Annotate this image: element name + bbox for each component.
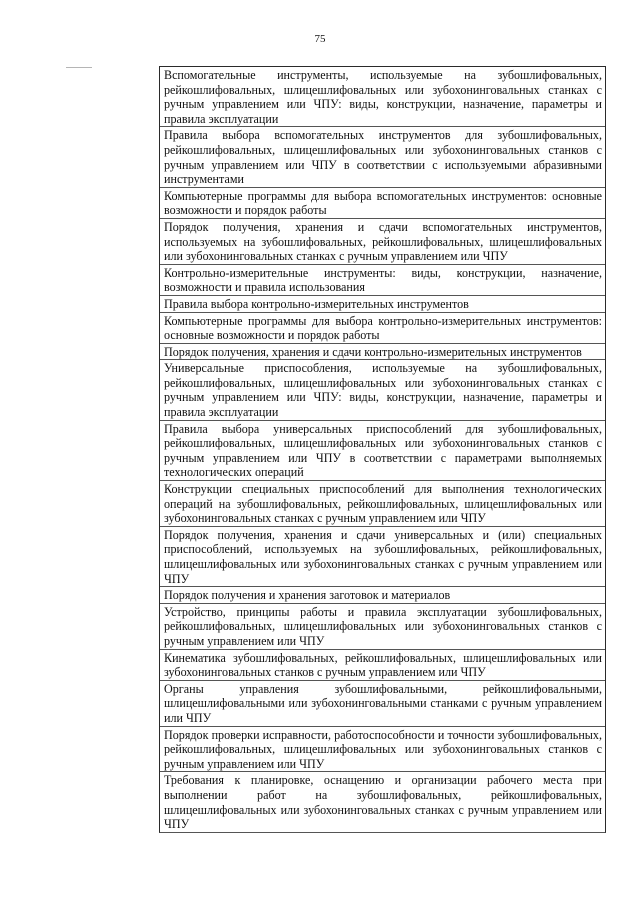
table-row: Правила выбора универсальных приспособлений для зубошлифовальных, рейкошлифовальных, шлицешлифовальных или зубохонинговальных станков с ручным управлением или ЧПУ в соответствии с параметрами выполняемых технологических операций [160,420,605,480]
table-row: Порядок получения, хранения и сдачи вспомогательных инструментов, используемых на зубошлифовальных, рейкошлифовальных, шлицешлифовальных или зубохонинговальных станках с ручным управлением или ЧПУ [160,218,605,264]
knowledge-requirements-table [159,66,606,833]
page-number: 75 [314,33,326,45]
table-row: Устройство, принципы работы и правила эксплуатации зубошлифовальных, рейкошлифовальных, шлицешлифовальных или зубохонинговальных станков с ручным управлением или ЧПУ [160,603,605,649]
table-row: Вспомогательные инструменты, используемые на зубошлифовальных, рейкошлифовальных, шлицешлифовальных или зубохонинговальных станках с ручным управлением или ЧПУ: виды, конструкции, назначение, параметры и правила эксплуатации [160,66,605,126]
table-row: Компьютерные программы для выбора вспомогательных инструментов: основные возможности и порядок работы [160,187,605,218]
table-row: Конструкции специальных приспособлений для выполнения технологических операций на зубошлифовальных, рейкошлифовальных, шлицешлифовальных или зубохонинговальных станках с ручным управлением или ЧПУ [160,480,605,526]
table-row: Кинематика зубошлифовальных, рейкошлифовальных, шлицешлифовальных или зубохонинговальных станков с ручным управлением или ЧПУ [160,649,605,680]
table-row: Правила выбора контрольно-измерительных инструментов [160,295,605,312]
table-row: Порядок получения и хранения заготовок и материалов [160,586,605,603]
left-column-rule [66,67,92,68]
table-row: Компьютерные программы для выбора контрольно-измерительных инструментов: основные возможности и порядок работы [160,312,605,343]
table-row: Органы управления зубошлифовальными, рейкошлифовальными, шлицешлифовальными или зубохонинговальными станками с ручным управлением или ЧПУ [160,680,605,726]
table-row: Порядок проверки исправности, работоспособности и точности зубошлифовальных, рейкошлифовальных, шлицешлифовальных или зубохонинговальных станков с ручным управлением или ЧПУ [160,726,605,772]
table-row: Порядок получения, хранения и сдачи универсальных и (или) специальных приспособлений, используемых на зубошлифовальных, рейкошлифовальных, шлицешлифовальных или зубохонинговальных станках с ручным управлением или ЧПУ [160,526,605,586]
table-row: Универсальные приспособления, используемые на зубошлифовальных, рейкошлифовальных, шлицешлифовальных или зубохонинговальных станках с ручным управлением или ЧПУ: виды, конструкции, назначение, параметры и правила эксплуатации [160,359,605,419]
table-row: Контрольно-измерительные инструменты: виды, конструкции, назначение, возможности и правила использования [160,264,605,295]
table-row: Порядок получения, хранения и сдачи контрольно-измерительных инструментов [160,343,605,360]
table-row: Правила выбора вспомогательных инструментов для зубошлифовальных, рейкошлифовальных, шлицешлифовальных или зубохонинговальных станков с ручным управлением или ЧПУ в соответствии с используемыми абразивными инструментами [160,126,605,186]
table-row: Требования к планировке, оснащению и организации рабочего места при выполнении работ на зубошлифовальных, рейкошлифовальных, шлицешлифовальных или зубохонинговальных станках с ручным управлением или ЧПУ [160,771,605,831]
